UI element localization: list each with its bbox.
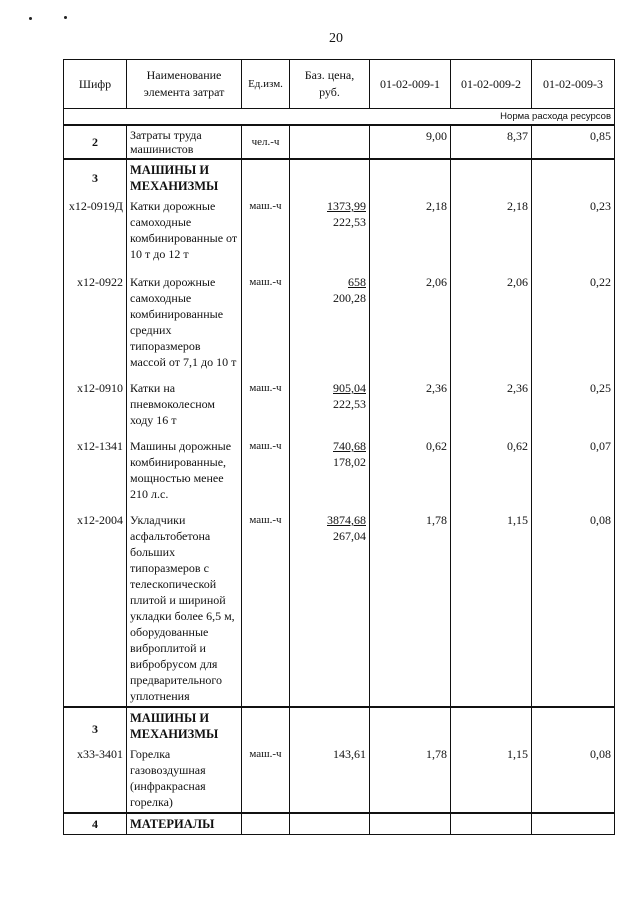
section-code: 3 <box>64 159 127 196</box>
resource-unit: маш.-ч <box>242 264 290 372</box>
resource-price <box>290 430 370 504</box>
resource-unit: маш.-ч <box>242 196 290 264</box>
header-code: Шифр <box>64 60 127 109</box>
labor-name: Затраты труда машинистов <box>127 125 242 159</box>
resource-code: х12-0922 <box>64 264 127 372</box>
norm-v2: 2,18 <box>451 196 532 264</box>
section-code: 3 <box>64 707 127 744</box>
price-secondary: 222,53 <box>333 397 366 411</box>
section-title: МАШИНЫ И МЕХАНИЗМЫ <box>127 707 242 744</box>
price-underlined: 740,68 <box>333 439 366 453</box>
price-secondary: 178,02 <box>333 455 366 469</box>
norm-label: Норма расхода ресурсов <box>64 109 615 126</box>
burner-v1: 1,78 <box>370 744 451 813</box>
burner-price: 143,61 <box>290 744 370 813</box>
norm-v3: 0,22 <box>532 264 615 372</box>
norm-v1: 2,36 <box>370 372 451 430</box>
resource-name: Машины дорожные комбинированные, мощностью менее 210 л.с. <box>127 430 242 504</box>
price-underlined: 905,04 <box>333 381 366 395</box>
labor-code: 2 <box>64 125 127 159</box>
norm-v2: 0,62 <box>451 430 532 504</box>
resource-name: Катки на пневмоколесном ходу 16 т <box>127 372 242 430</box>
section-title: МАШИНЫ И МЕХАНИЗМЫ <box>127 159 242 196</box>
section-row <box>64 159 615 196</box>
resource-code: х12-2004 <box>64 504 127 707</box>
table-row <box>64 504 615 707</box>
price-underlined: 1373,99 <box>327 199 366 213</box>
labor-price <box>290 125 370 159</box>
table-row <box>64 372 615 430</box>
resource-code: х12-0919Д <box>64 196 127 264</box>
section-row <box>64 707 615 744</box>
burner-v2: 1,15 <box>451 744 532 813</box>
header-col3: 01-02-009-3 <box>532 60 615 109</box>
header-col2: 01-02-009-2 <box>451 60 532 109</box>
norm-v3: 0,07 <box>532 430 615 504</box>
norm-v2: 2,36 <box>451 372 532 430</box>
resource-price <box>290 372 370 430</box>
resource-price <box>290 504 370 707</box>
resource-unit: маш.-ч <box>242 504 290 707</box>
table-header-row <box>64 60 615 109</box>
norm-v1: 0,62 <box>370 430 451 504</box>
page-number: 20 <box>329 31 343 46</box>
resource-norm-table <box>63 59 615 835</box>
table-row <box>64 744 615 813</box>
header-price: Баз. цена, руб. <box>290 60 370 109</box>
burner-name: Горелка газовоздушная (инфракрасная горелка) <box>127 744 242 813</box>
labor-unit: чел.-ч <box>242 125 290 159</box>
norm-v3: 0,25 <box>532 372 615 430</box>
resource-price <box>290 264 370 372</box>
labor-v1: 9,00 <box>370 125 451 159</box>
labor-v2: 8,37 <box>451 125 532 159</box>
scan-mark-dot <box>29 17 32 20</box>
table-row <box>64 196 615 264</box>
resource-name: Катки дорожные самоходные комбинированные средних типоразмеров массой от 7,1 до 10 т <box>127 264 242 372</box>
table-row <box>64 430 615 504</box>
resource-name: Катки дорожные самоходные комбинированные от 10 т до 12 т <box>127 196 242 264</box>
resource-price <box>290 196 370 264</box>
norm-v3: 0,08 <box>532 504 615 707</box>
burner-code: х33-3401 <box>64 744 127 813</box>
scan-mark-dot <box>64 16 67 19</box>
resource-code: х12-0910 <box>64 372 127 430</box>
section-row <box>64 813 615 835</box>
labor-v3: 0,85 <box>532 125 615 159</box>
burner-v3: 0,08 <box>532 744 615 813</box>
norm-v2: 2,06 <box>451 264 532 372</box>
section-title: МАТЕРИАЛЫ <box>127 813 242 835</box>
table-row <box>64 264 615 372</box>
header-name: Наименование элемента затрат <box>127 60 242 109</box>
resource-unit: маш.-ч <box>242 430 290 504</box>
resource-code: х12-1341 <box>64 430 127 504</box>
norm-v1: 2,06 <box>370 264 451 372</box>
section-code: 4 <box>64 813 127 835</box>
resource-unit: маш.-ч <box>242 372 290 430</box>
price-underlined: 3874,68 <box>327 513 366 527</box>
price-underlined: 658 <box>348 275 366 289</box>
norm-v1: 2,18 <box>370 196 451 264</box>
norm-label-row <box>64 109 615 126</box>
price-secondary: 222,53 <box>333 215 366 229</box>
price-secondary: 267,04 <box>333 529 366 543</box>
header-unit: Ед.изм. <box>242 60 290 109</box>
norm-v3: 0,23 <box>532 196 615 264</box>
resource-name: Укладчики асфальтобетона больших типоразмеров с телескопической плитой и шириной укладки более 6,5 м, оборудованные виброплитой и вибробрусом для предварительного уплотнения <box>127 504 242 707</box>
burner-unit: маш.-ч <box>242 744 290 813</box>
price-secondary: 200,28 <box>333 291 366 305</box>
norm-v2: 1,15 <box>451 504 532 707</box>
norm-v1: 1,78 <box>370 504 451 707</box>
header-col1: 01-02-009-1 <box>370 60 451 109</box>
table-row <box>64 125 615 159</box>
